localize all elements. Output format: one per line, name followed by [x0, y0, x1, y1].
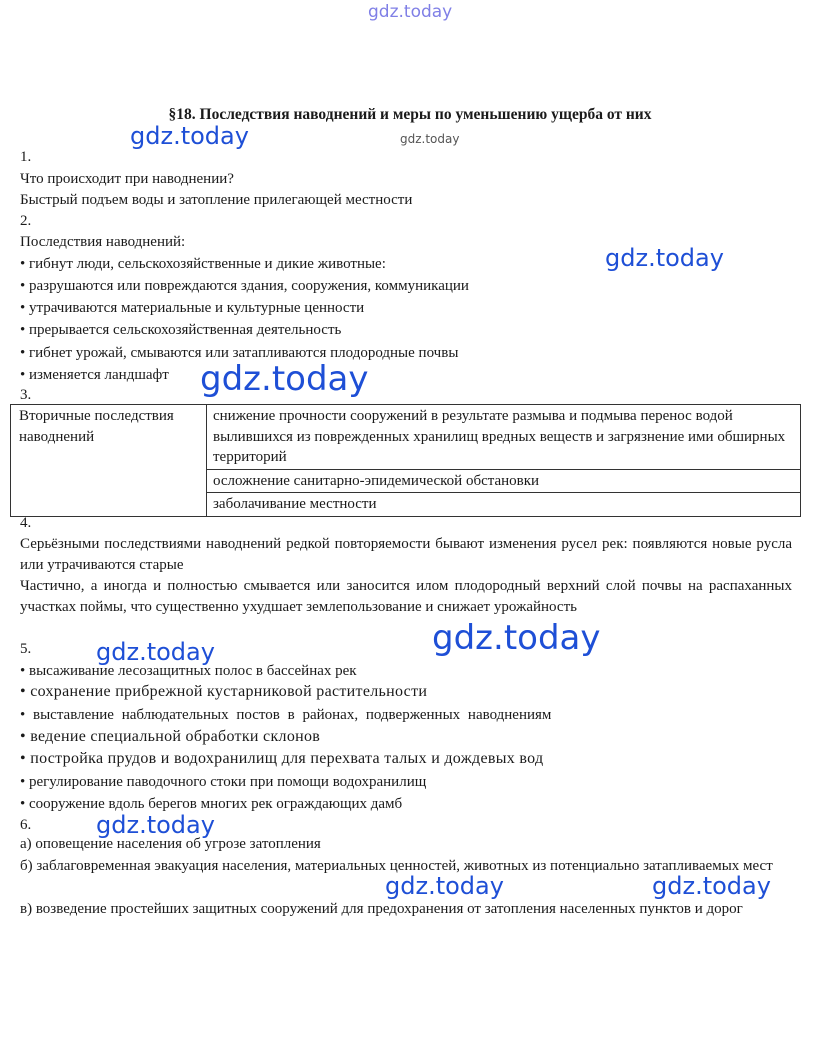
q1-answer: Быстрый подъем воды и затопление прилегающей местности — [20, 192, 413, 208]
q4-number: 4. — [20, 515, 32, 531]
table-label-cell: Вторичные последствия наводнений — [11, 405, 207, 517]
consequences-table — [10, 404, 801, 517]
q2-item: • разрушаются или повреждаются здания, сооружения, коммуникации — [20, 278, 469, 294]
table-cell: снижение прочности сооружений в результате размыва и подмыва перенос водой вылившихся из поврежденных хранилищ вредных веществ и загрязнение ими обширных территорий — [207, 405, 801, 470]
q2-item: • гибнут люди, сельскохозяйственные и дикие животные: — [20, 256, 386, 272]
q5-number: 5. — [20, 641, 32, 657]
table-cell: заболачивание местности — [207, 493, 801, 517]
watermark: gdz.today — [200, 359, 369, 399]
q5-item: • ведение специальной обработки склонов — [20, 728, 321, 745]
watermark: gdz.today — [432, 618, 601, 658]
watermark-top: gdz.today — [368, 2, 453, 22]
watermark: gdz.today — [385, 872, 504, 900]
q1-number: 1. — [20, 149, 32, 165]
q5-item: • постройка прудов и водохранилищ для перехвата талых и дождевых вод — [20, 750, 544, 767]
q2-item: • прерывается сельскохозяйственная деятельность — [20, 322, 342, 338]
q6-item-a: а) оповещение населения об угрозе затопления — [20, 836, 321, 852]
q2-item: • утрачиваются материальные и культурные ценности — [20, 300, 365, 316]
q5-item: • высаживание лесозащитных полос в бассейнах рек — [20, 663, 357, 679]
q3-number: 3. — [20, 387, 32, 403]
watermark: gdz.today — [96, 638, 215, 666]
q4-paragraph-1: Серьёзными последствиями наводнений редкой повторяемости бывают изменения русел рек: появляются новые русла или утрачиваются старые — [20, 536, 792, 573]
page-title: §18. Последствия наводнений и меры по уменьшению ущерба от них — [168, 106, 652, 123]
q5-item: • регулирование паводочного стоки при помощи водохранилищ — [20, 774, 427, 790]
q4-paragraph-2: Частично, а иногда и полностью смывается или заносится илом плодородный верхний слой почвы на распаханных участках поймы, что существенно ухудшает землепользование и снижает урожайность — [20, 578, 792, 615]
q5-item: • выставление наблюдательных постов в районах, подверженных наводнениям — [20, 707, 552, 723]
q2-item: • изменяется ландшафт — [20, 367, 169, 383]
q1-question: Что происходит при наводнении? — [20, 171, 234, 187]
watermark: gdz.today — [605, 244, 724, 272]
q5-item: • сооружение вдоль берегов многих рек ограждающих дамб — [20, 796, 403, 812]
watermark: gdz.today — [130, 122, 249, 150]
q6-number: 6. — [20, 817, 32, 833]
watermark-small: gdz.today — [400, 132, 460, 146]
table-cell: осложнение санитарно-эпидемической обстановки — [207, 469, 801, 493]
q6-item-b: б) заблаговременная эвакуация населения, материальных ценностей, животных из потенциально затапливаемых мест — [20, 858, 773, 874]
q2-item: • гибнет урожай, смываются или затапливаются плодородные почвы — [20, 345, 459, 361]
q2-number: 2. — [20, 213, 32, 229]
watermark: gdz.today — [652, 872, 771, 900]
q6-item-c: в) возведение простейших защитных сооружений для предохранения от затопления населенных пунктов и дорог — [20, 901, 743, 917]
table-row — [11, 405, 801, 470]
watermark: gdz.today — [96, 811, 215, 839]
q2-heading: Последствия наводнений: — [20, 234, 186, 250]
q5-item: • сохранение прибрежной кустарниковой растительности — [20, 683, 428, 700]
